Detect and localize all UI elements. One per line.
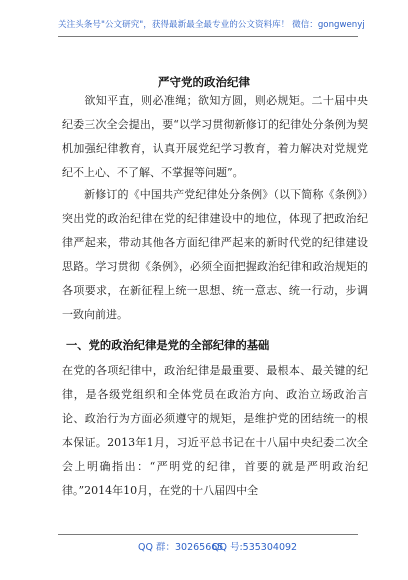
section-paragraph: 在党的各项纪律中，政治纪律是最重要、最根本、最关键的纪律，是各级党组织和全体党员在政治方向、政治立场政治言论、政治行为方面必须遵守的规矩，是维护党的团结统一的根本保证。2013年1月，习近平总书记在十八届中央纪委二次全会上明确指出：“严明党的纪律，首要的就是严明政治纪律。”2014年10月，在党的十八届四中全 xyxy=(62,364,368,497)
footer-qq-group: QQ 群：30265665 xyxy=(138,542,224,553)
footer-divider xyxy=(58,534,358,535)
paragraph-2-text: 新修订的《中国共产党纪律处分条例》（以下简称《条例》）突出党的政治纪律在党的纪律建设中的地位，体现了把政治纪律严起来，带动其他各方面纪律严起来的新时代党的纪律建设思路。学习贯彻《条例》，必须全面把握政治纪律和政治规矩的各项要求，在新征程上统一思想、统一意志、统一行动，步调一致向前进。 xyxy=(62,188,368,321)
paragraph-1-text: 欲知平直，则必准绳；欲知方圆，则必规矩。二十届中央纪委三次全会提出，要“以学习贯彻新修订的纪律处分条例为契机加强纪律教育，认真开展党纪学习教育，着力解决对党规党纪不上心、不了解、不掌握等问题”。 xyxy=(62,94,368,179)
section-heading: 一、党的政治纪律是党的全部纪律的基础 xyxy=(66,338,270,352)
header-divider xyxy=(58,36,358,37)
header-notice: 关注头条号"公文研究"，获得最新最全最专业的公文资料库！ 微信：gongwenyj xyxy=(58,20,365,30)
document-title: 严守党的政治纪律 xyxy=(158,75,250,89)
paragraph-1 xyxy=(62,89,368,185)
paragraph-2 xyxy=(62,183,368,327)
footer-qq-number: QQ 号:535304092 xyxy=(212,542,298,553)
